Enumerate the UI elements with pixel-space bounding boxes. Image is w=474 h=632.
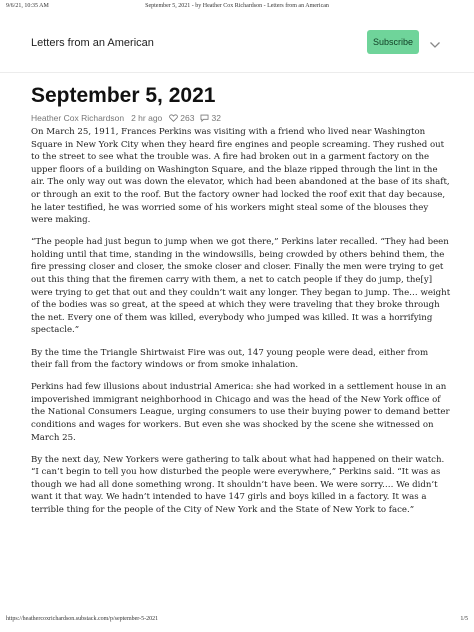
print-footer <box>6 616 468 626</box>
post-paragraph: On March 25, 1911, Frances Perkins was visiting with a friend who lived near Washington Square in New York City when they heard fire engines and people screaming. They rushed out to the street to see what the trouble was. A fire had broken out in a garment factory on the upper floors of a building on Washington Square, and the blaze ripped through the lint in the air. The only way out was down the elevator, which had been abandoned at the base of its shaft, or through an exit to the roof. But the factory owner had locked the roof exit that day because, he later testified, he was worried some of his workers might steal some of the blouses they were making. <box>31 127 450 226</box>
heart-icon <box>169 114 178 122</box>
author-name[interactable]: Heather Cox Richardson <box>31 113 125 123</box>
post-title: September 5, 2021 <box>31 84 216 107</box>
like-button[interactable] <box>169 113 194 123</box>
subscribe-button[interactable]: Subscribe <box>367 30 419 54</box>
comment-icon <box>200 114 209 122</box>
like-count: 263 <box>180 113 195 123</box>
post-paragraph: Perkins had few illusions about industrial America: she had worked in a settlement house in an impoverished immigrant neighborhood in Chicago and was the head of the New York office of the National Consumers League, urging consumers to use their buying power to demand better conditions and wages for workers. But even she was shocked by the scene she witnessed on March 25. <box>31 382 450 443</box>
print-page-number: 1/5 <box>460 616 468 622</box>
post-body <box>31 126 451 526</box>
comments-button[interactable] <box>200 113 220 123</box>
post-paragraph: By the next day, New Yorkers were gathering to talk about what had happened on their watch. “I can’t begin to tell you how disturbed the people were everywhere,” Perkins said. “It was as though we had all done something wrong. It shouldn’t have been. We were sorry.… We didn’t want it that way. We hadn’t intended to have 147 girls and boys killed in a factory. It was a terrible thing for the people of the City of New York and the State of New York to face.” <box>31 454 445 516</box>
chevron-down-icon[interactable] <box>429 37 441 47</box>
post-paragraph: By the time the Triangle Shirtwaist Fire was out, 147 young people were dead, either from their fall from the factory windows or from smoke inhalation. <box>31 347 429 371</box>
print-url: https://heathercoxrichardson.substack.com/p/september-5-2021 <box>6 616 159 622</box>
top-navigation-bar <box>0 24 474 66</box>
comment-count: 32 <box>211 113 221 123</box>
publication-name[interactable]: Letters from an American <box>31 37 154 49</box>
post-byline <box>31 112 227 124</box>
print-timestamp: 9/6/21, 10:35 AM <box>6 3 49 9</box>
post-time: 2 hr ago <box>131 113 163 123</box>
post-paragraph: “The people had just begun to jump when we got there,” Perkins later recalled. “They had been holding until that time, standing in the windowsills, being crowded by others behind them, the fire pressing closer and closer, the smoke closer and closer. Finally the men were trying to get out this thing that the firemen carry with them, a net to catch people if they do jump, the[y] were trying to get that out and they couldn’t wait any longer. They began to jump. The… weight of the bodies was so great, at the speed at which they were traveling that they broke through the net. Every one of them was killed, everybody who jumped was killed. It was a horrifying spectacle.” <box>31 237 451 336</box>
header-divider <box>0 72 474 73</box>
print-page-title: September 5, 2021 - by Heather Cox Richardson - Letters from an American <box>145 3 329 9</box>
print-header <box>6 3 468 13</box>
